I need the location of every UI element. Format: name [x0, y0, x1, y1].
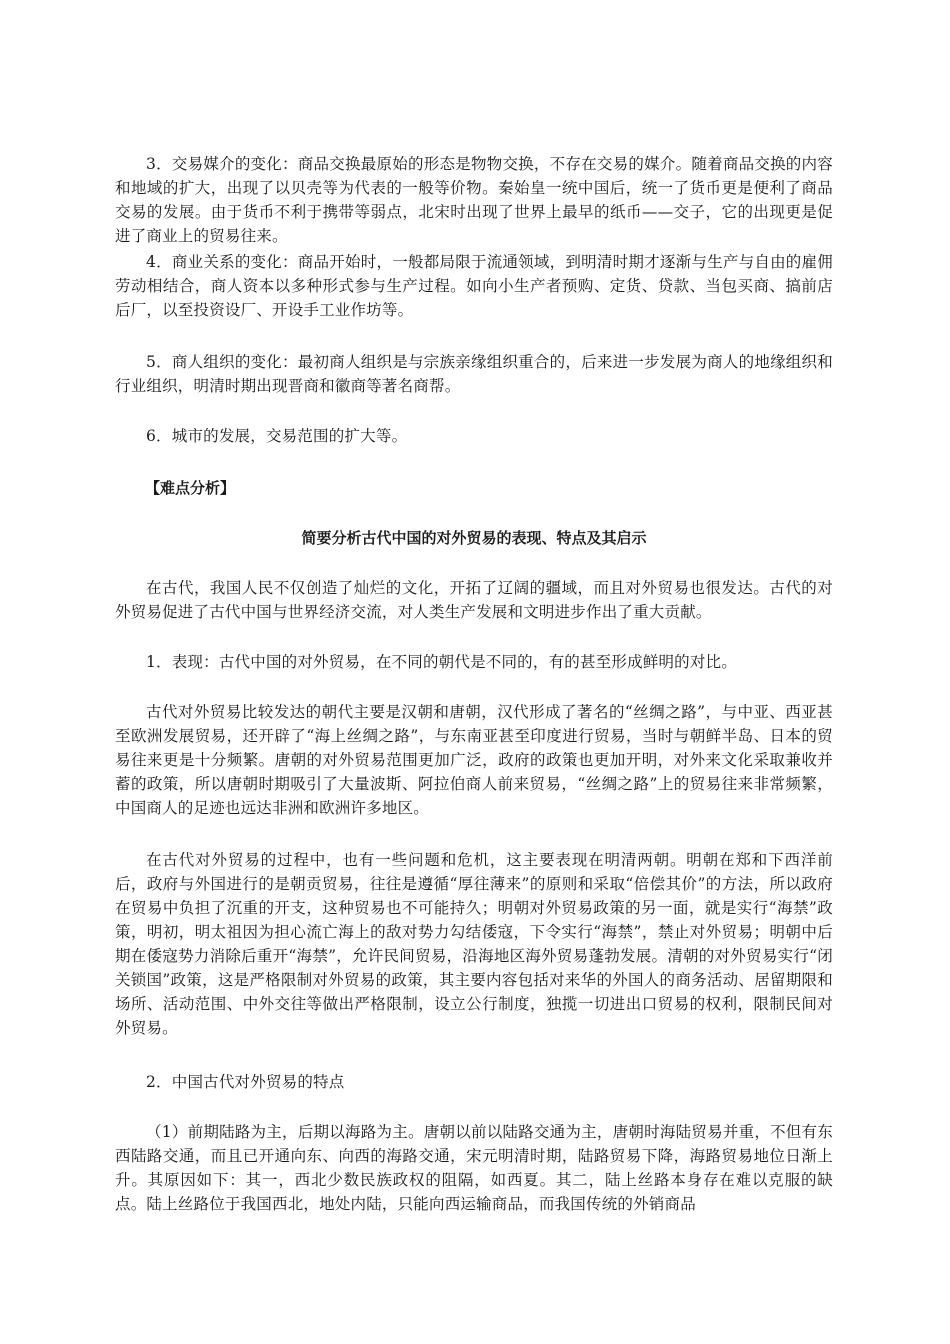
- paragraph-merchant-organizations: 5．商人组织的变化：最初商人组织是与宗族亲缘组织重合的，后来进一步发展为商人的地缘组织和行业组织，明清时期出现晋商和徽商等著名商帮。: [115, 353, 833, 395]
- paragraph-manifestation: 1．表现：古代中国的对外贸易，在不同的朝代是不同的，有的甚至形成鲜明的对比。: [146, 653, 737, 671]
- paragraph-city-development: 6．城市的发展，交易范围的扩大等。: [146, 427, 408, 445]
- paragraph-exchange-medium: 3．交易媒介的变化：商品交换最原始的形态是物物交换，不存在交易的媒介。随着商品交换的内容和地域的扩大，出现了以贝壳等为代表的一般等价物。秦始皇一统中国后，统一了货币更是便利了商品交易的发展。由于货币不利于携带等弱点，北宋时出现了世界上最早的纸币——交子，它的出现更是促进了商业上的贸易往来。: [115, 155, 833, 245]
- paragraph-characteristics-heading: 2．中国古代对外贸易的特点: [146, 1073, 345, 1091]
- section-label-difficulty: 【难点分析】: [145, 479, 236, 497]
- paragraph-introduction: 在古代，我国人民不仅创造了灿烂的文化，开拓了辽阔的疆域，而且对外贸易也很发达。古代的对外贸易促进了古代中国与世界经济交流，对人类生产发展和文明进步作出了重大贡献。: [115, 579, 833, 621]
- paragraph-ming-qing-problems: 在古代对外贸易的过程中，也有一些问题和危机，这主要表现在明清两朝。明朝在郑和下西洋前后，政府与外国进行的是朝贡贸易，往往是遵循“厚往薄来”的原则和采取“倍偿其价”的方法，所以政府在贸易中负担了沉重的开支，这种贸易也不可能持久；明朝对外贸易政策的另一面，就是实行“海禁”政策，明初，明太祖因为担心流亡海上的敌对势力勾结倭寇，下令实行“海禁”，禁止对外贸易；明朝中后期在倭寇势力消除后重开“海禁”，允许民间贸易，沿海地区海外贸易蓬勃发展。清朝的对外贸易实行“闭关锁国”政策，这是严格限制对外贸易的政策，其主要内容包括对来华的外国人的商务活动、居留期限和场所、活动范围、中外交往等做出严格限制，设立公行制度，独揽一切进出口贸易的权利，限制民间对外贸易。: [115, 851, 833, 1037]
- paragraph-han-tang-trade: 古代对外贸易比较发达的朝代主要是汉朝和唐朝，汉代形成了著名的“丝绸之路”，与中亚、西亚甚至欧洲发展贸易，还开辟了“海上丝绸之路”，与东南亚甚至印度进行贸易，当时与朝鲜半岛、日本的贸易往来更是十分频繁。唐朝的对外贸易范围更加广泛，政府的政策也更加开明，对外来文化采取兼收并蓄的政策，所以唐朝时期吸引了大量波斯、阿拉伯商人前来贸易，“丝绸之路”上的贸易往来非常频繁，中国商人的足迹也远达非洲和欧洲许多地区。: [115, 703, 833, 817]
- article-title: 简要分析古代中国的对外贸易的表现、特点及其启示: [301, 529, 647, 547]
- paragraph-land-to-sea: （1）前期陆路为主，后期以海路为主。唐朝以前以陆路交通为主，唐朝时海陆贸易并重，不但有东西陆路交通，而且已开通向东、向西的海路交通，宋元明清时期，陆路贸易下降，海路贸易地位日渐上升。其原因如下：其一，西北少数民族政权的阻隔，如西夏。其二，陆上丝路本身存在难以克服的缺点。陆上丝路位于我国西北，地处内陆，只能向西运输商品，而我国传统的外销商品: [115, 1123, 833, 1213]
- paragraph-business-relations: 4．商业关系的变化：商品开始时，一般都局限于流通领域，到明清时期才逐渐与生产与自由的雇佣劳动相结合，商人资本以多种形式参与生产过程。如向小生产者预购、定货、贷款、当包买商、搞前店后厂，以至投资设厂、开设手工业作坊等。: [115, 253, 833, 319]
